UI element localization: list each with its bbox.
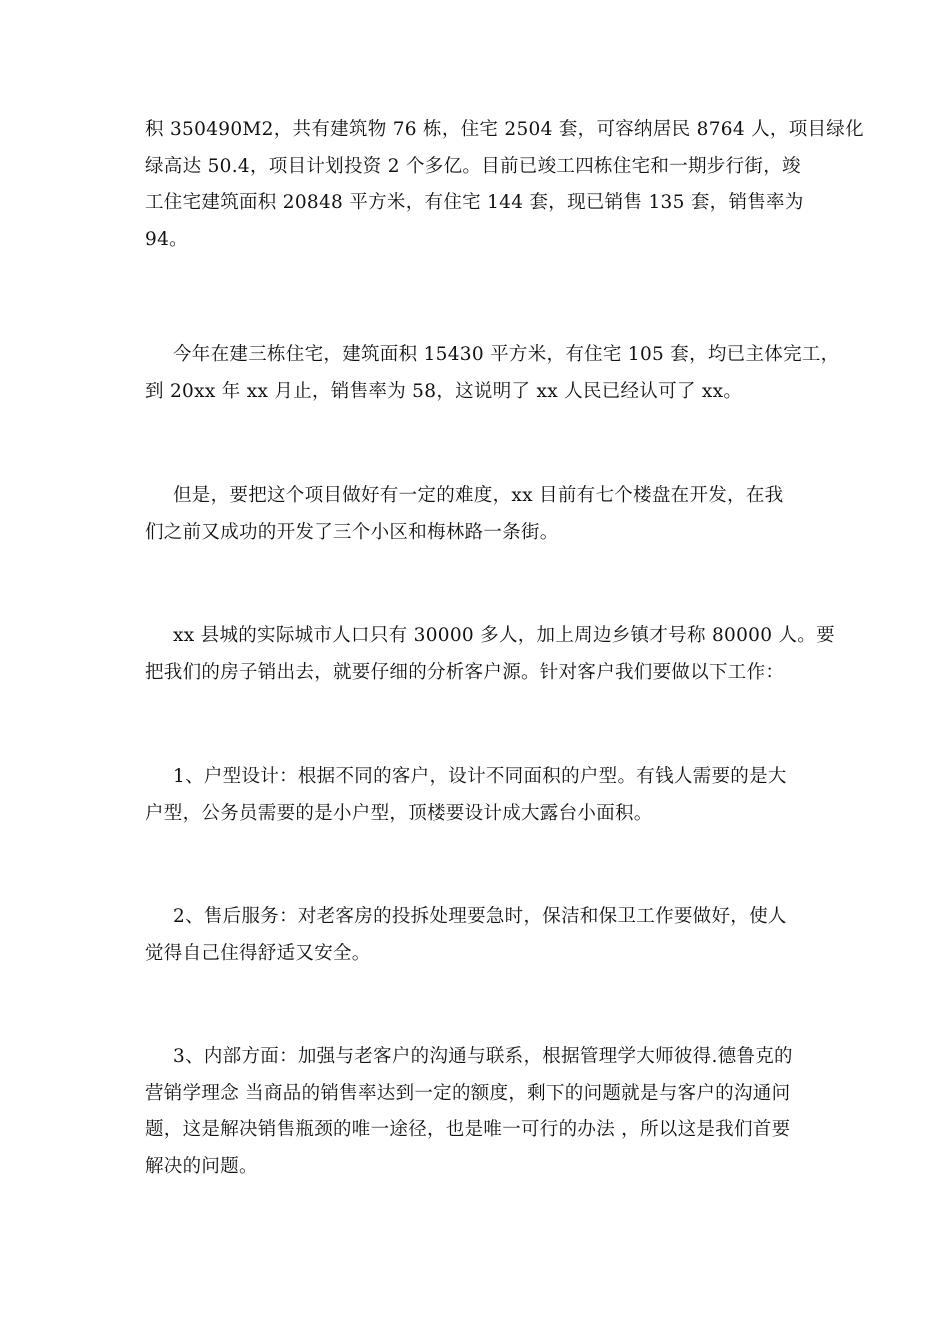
text-line: 到 20xx 年 xx 月止，销售率为 58，这说明了 xx 人民已经认可了 xx。 — [145, 380, 743, 402]
paragraph-project-overview — [145, 112, 864, 258]
paragraph-item-unit-design — [145, 759, 805, 832]
text-line: 但是，要把这个项目做好有一定的难度，xx 目前有七个楼盘在开发，在我 — [173, 485, 784, 506]
text-line: 题，这是解决销售瓶颈的唯一途径，也是唯一可行的办法 ，所以这是我们首要 — [145, 1119, 791, 1140]
paragraph-item-after-sales — [145, 899, 805, 972]
text-line: 3、内部方面：加强与老客户的沟通与联系，根据管理学大师彼得.德鲁克的 — [173, 1046, 793, 1067]
paragraph-difficulty — [145, 478, 805, 551]
text-line: 解决的问题。 — [145, 1155, 258, 1177]
paragraph-current-construction — [145, 337, 840, 410]
paragraph-population-analysis — [145, 618, 835, 691]
text-line: 户型，公务员需要的是小户型，顶楼要设计成大露台小面积。 — [145, 802, 653, 824]
text-line: 积 350490M2，共有建筑物 76 栋，住宅 2504 套，可容纳居民 8764 人，项目绿化 — [145, 119, 864, 140]
text-line: 营销学理念 当商品的销售率达到一定的额度，剩下的问题就是与客户的沟通问 — [145, 1082, 791, 1104]
text-line: 们之前又成功的开发了三个小区和梅林路一条街。 — [145, 521, 559, 543]
text-line: 2、售后服务：对老客房的投拆处理要急时，保洁和保卫工作要做好，使人 — [173, 906, 787, 927]
text-line: 绿高达 50.4，项目计划投资 2 个多亿。目前已竣工四栋住宅和一期步行街，竣 — [145, 155, 801, 177]
paragraph-item-internal — [145, 1039, 805, 1185]
text-line: 今年在建三栋住宅，建筑面积 15430 平方米，有住宅 105 套，均已主体完工， — [173, 344, 840, 365]
text-line: 94。 — [145, 228, 188, 250]
text-line: 工住宅建筑面积 20848 平方米，有住宅 144 套，现已销售 135 套，销售率为 — [145, 192, 804, 213]
text-line: 觉得自己住得舒适又安全。 — [145, 942, 371, 964]
text-line: xx 县城的实际城市人口只有 30000 多人，加上周边乡镇才号称 80000 人。要 — [173, 625, 835, 646]
text-line: 1、户型设计：根据不同的客户，设计不同面积的户型。有钱人需要的是大 — [173, 766, 787, 787]
text-line: 把我们的房子销出去，就要仔细的分析客户源。针对客户我们要做以下工作： — [145, 661, 785, 683]
